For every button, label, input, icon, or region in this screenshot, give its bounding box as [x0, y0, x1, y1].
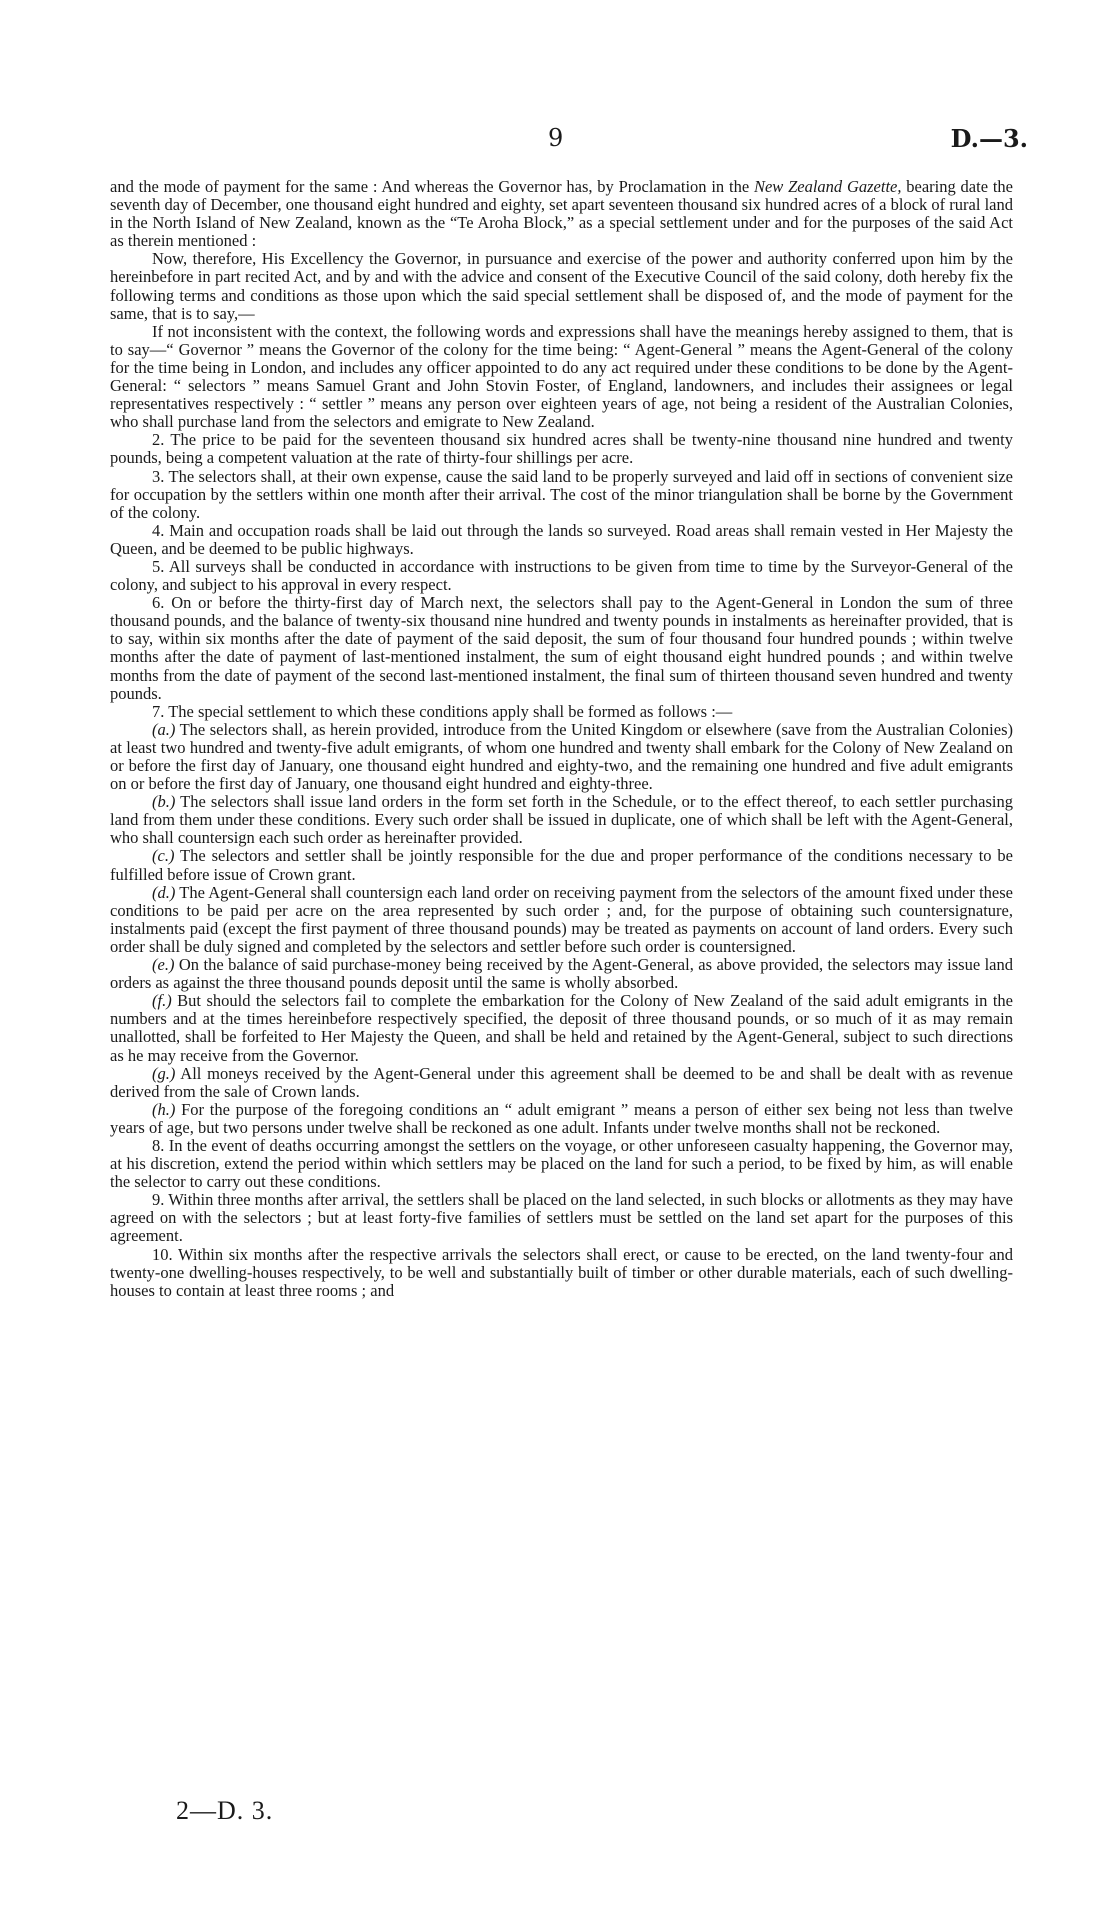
clause-3: 3. The selectors shall, at their own expense, cause the said land to be properly surveyed and laid off in sections of convenient size for occupation by the settlers within one month after their arrival. The cost of the minor triangulation shall be borne by the Government of the colony.: [110, 466, 1013, 522]
subclause-g: (g.) All moneys received by the Agent-General under this agreement shall be deemed to be and shall be dealt with as revenue derived from the sale of Crown lands.: [110, 1063, 1013, 1101]
clause-10: 10. Within six months after the respective arrivals the selectors shall erect, or cause to be erected, on the land twenty-four and twenty-one dwelling-houses respectively, to be well and substantially built of timber or other durable materials, each of such dwelling-houses to contain at least three rooms ; and: [110, 1244, 1013, 1300]
subclause-label: (b.): [152, 792, 176, 812]
subclause-f: (f.) But should the selectors fail to complete the embarkation for the Colony of New Zealand of the said adult emigrants in the numbers and at the times hereinbefore respectively specified, the deposit of three thousand pounds, or so much of it as may remain unallotted, shall be forfeited to Her Majesty the Queen, and shall be held and retained by the Agent-General, subject to such directions as he may receive from the Governor.: [110, 991, 1013, 1065]
clause-4: 4. Main and occupation roads shall be laid out through the lands so surveyed. Road areas shall remain vested in Her Majesty the Queen, and be deemed to be public highways.: [110, 520, 1013, 558]
subclause-e: (e.) On the balance of said purchase-money being received by the Agent-General, as above provided, the selectors may issue land orders as against the three thousand pounds deposit until the same is wholly absorbed.: [110, 955, 1013, 993]
footer-signature: 2—D. 3.: [176, 1796, 274, 1825]
paragraph-preamble: and the mode of payment for the same : And whereas the Governor has, by Proclamation in the New Zealand Gazette, bearing date the seventh day of December, one thousand eight hundred and eighty, set apart seventeen thousand six hundred acres of a block of rural land in the North Island of New Zealand, known as the “Te Aroha Block,” as a special settlement under and for the purposes of the said Act as therein mentioned :: [110, 177, 1013, 251]
paragraph-now-therefore: Now, therefore, His Excellency the Governor, in pursuance and exercise of the power and authority conferred upon him by the hereinbefore in part recited Act, and by and with the advice and consent of the Executive Council of the said colony, doth hereby fix the following terms and conditions as those upon which the said special settlement shall be disposed of, and the mode of payment for the same, that is to say,—: [110, 249, 1013, 323]
subclause-c: (c.) The selectors and settler shall be jointly responsible for the due and proper performance of the conditions necessary to be fulfilled before issue of Crown grant.: [110, 846, 1013, 884]
document-reference: D.—3.: [950, 124, 1028, 153]
clause-7: 7. The special settlement to which these conditions apply shall be formed as follows :—: [152, 701, 733, 721]
subclause-b: (b.) The selectors shall issue land orders in the form set forth in the Schedule, or to the effect thereof, to each settler purchasing land from them under these conditions. Every such order shall be issued in duplicate, one of which shall be left with the Agent-General, who shall countersign each such order as hereinafter provided.: [110, 792, 1013, 848]
subclause-label: (d.): [152, 882, 176, 902]
subclause-label: (e.): [152, 955, 175, 975]
subclause-label: (g.): [152, 1063, 176, 1083]
document-body: [110, 178, 1013, 1300]
clause-9: 9. Within three months after arrival, the settlers shall be placed on the land selected, in such blocks or allotments as they may have agreed on with the selectors ; but at least forty-five families of settlers must be settled on the land set apart for the purposes of this agreement.: [110, 1190, 1013, 1246]
subclause-h: (h.) For the purpose of the foregoing conditions an “ adult emigrant ” means a person of either sex being not less than twelve years of age, but two persons under twelve shall be reckoned as one adult. Infants under twelve months shall not be reckoned.: [110, 1099, 1013, 1137]
subclause-d: (d.) The Agent-General shall countersign each land order on receiving payment from the selectors of the amount fixed under these conditions to be paid per acre on the area represented by such order ; and, for the purpose of obtaining such countersignature, instalments paid (except the first payment of three thousand pounds) may be treated as payments on account of land orders. Every such order shall be duly signed and completed by the selectors and settler before such order is countersigned.: [110, 882, 1013, 956]
subclause-label: (a.): [152, 719, 176, 739]
subclause-label: (h.): [152, 1099, 176, 1119]
page-number: 9: [548, 124, 565, 152]
clause-5: 5. All surveys shall be conducted in accordance with instructions to be given from time to time by the Surveyor-General of the colony, and subject to his approval in every respect.: [110, 556, 1013, 595]
gazette-title: New Zealand Gazette,: [753, 177, 902, 196]
subclause-label: (c.): [152, 846, 175, 866]
paragraph-definitions: If not inconsistent with the context, the following words and expressions shall have the meanings hereby assigned to them, that is to say—“ Governor ” means the Governor of the colony for the time being: “ Agent-General ” means the Agent-General of the colony for the time being in London, and includes any officer appointed to do any act required under these conditions to be done by the Agent-General: “ selectors ” means Samuel Grant and John Stovin Foster, of England, landowners, and includes their assignees or legal representatives respectively : “ settler ” means any person over eighteen years of age, not being a resident of the Australian Colonies, who shall purchase land from the selectors and emigrate to New Zealand.: [110, 321, 1013, 432]
clause-8: 8. In the event of deaths occurring amongst the settlers on the voyage, or other unforeseen casualty happening, the Governor may, at his discretion, extend the period within which settlers may be placed on the land for such a period, to be fixed by him, as will enable the selector to carry out these conditions.: [110, 1135, 1013, 1192]
clause-2: 2. The price to be paid for the seventeen thousand six hundred acres shall be twenty-nine thousand nine hundred and twenty pounds, being a competent valuation at the rate of thirty-four shillings per acre.: [110, 430, 1013, 468]
subclause-a: (a.) The selectors shall, as herein provided, introduce from the United Kingdom or elsewhere (save from the Australian Colonies) at least two hundred and twenty-five adult emigrants, of whom one hundred and twenty shall embark for the Colony of New Zealand on or before the first day of January, one thousand eight hundred and eighty-two, and the remaining one hundred and five adult emigrants on or before the first day of January, one thousand eight hundred and eighty-three.: [110, 719, 1013, 794]
clause-6: 6. On or before the thirty-first day of March next, the selectors shall pay to the Agent-General in London the sum of three thousand pounds, and the balance of twenty-six thousand nine hundred and twenty pounds in instalments as hereinafter provided, that is to say, within six months after the date of payment of the said deposit, the sum of four thousand four hundred pounds ; within twelve months after the date of payment of last-mentioned instalment, the sum of eight thousand eight hundred pounds ; and within twelve months from the date of payment of the second last-mentioned instalment, the final sum of thirteen thousand seven hundred and twenty pounds.: [110, 593, 1013, 703]
subclause-label: (f.): [152, 991, 172, 1011]
